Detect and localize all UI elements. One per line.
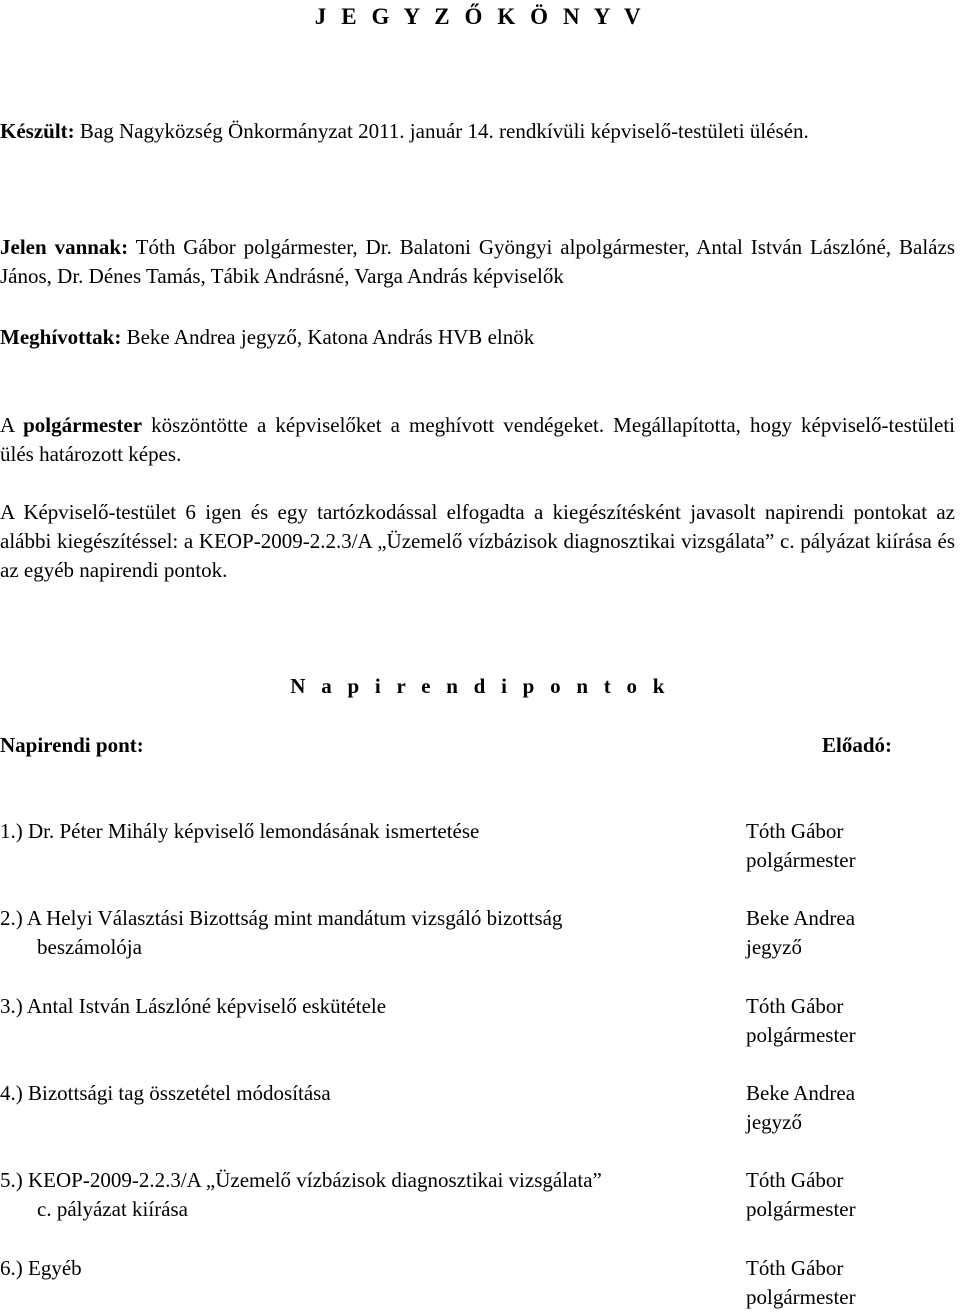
presenter-role: polgármester	[746, 1197, 856, 1221]
presenter-name: Beke Andrea	[746, 906, 856, 930]
agenda-item-text: 6.) Egyéb	[0, 1256, 82, 1280]
presenter-role: polgármester	[746, 1285, 856, 1309]
meghivottak-label: Meghívottak:	[0, 325, 122, 349]
agenda-item	[0, 817, 479, 846]
agenda-item-text: 1.) Dr. Péter Mihály képviselő lemondásának ismertetése	[0, 819, 480, 843]
agenda-header-left: Napirendi pont:	[0, 733, 144, 757]
section-title: N a p i r e n d i p o n t o k	[290, 674, 670, 698]
opening-bold: polgármester	[23, 413, 143, 437]
agenda-presenter	[746, 1254, 856, 1312]
meghivottak-paragraph	[0, 323, 534, 352]
presenter-name: Tóth Gábor	[746, 1168, 844, 1192]
agenda-item-text: 3.) Antal István Lászlóné képviselő eskütétele	[0, 994, 387, 1018]
presenter-role: jegyző	[746, 1110, 802, 1134]
presenter-role: polgármester	[746, 848, 856, 872]
agenda-item-text: 2.) A Helyi Választási Bizottság mint mandátum vizsgáló bizottság	[0, 906, 563, 930]
jelen-text: Tóth Gábor polgármester, Dr. Balatoni Gyöngyi alpolgármester, Antal István Lászlóné, Balázs János, Dr. Dénes Tamás, Tábik Andrásné, Varga András képviselők	[0, 235, 955, 288]
document-title: J E G Y Z Ő K Ö N Y V	[314, 4, 646, 29]
agenda-presenter	[746, 1166, 856, 1224]
agenda-presenter	[746, 992, 856, 1050]
agenda-item	[0, 992, 386, 1021]
agenda-item-text: 5.) KEOP-2009-2.2.3/A „Üzemelő vízbázisok diagnosztikai vizsgálata”	[0, 1168, 602, 1192]
agenda-header-right: Előadó:	[822, 733, 893, 757]
agenda-presenter	[746, 1079, 855, 1137]
agenda-item-text: 4.) Bizottsági tag összetétel módosítása	[0, 1081, 331, 1105]
presenter-name: Tóth Gábor	[746, 1256, 844, 1280]
agenda-item-continuation: beszámolója	[37, 935, 142, 959]
presenter-role: polgármester	[746, 1023, 856, 1047]
agenda-item	[0, 904, 562, 962]
jelen-label: Jelen vannak:	[0, 235, 129, 259]
agenda-item-continuation: c. pályázat kiírása	[37, 1197, 188, 1221]
agenda-item	[0, 1166, 602, 1224]
agenda-item	[0, 1254, 82, 1283]
presenter-name: Beke Andrea	[746, 1081, 856, 1105]
jelen-paragraph	[0, 233, 955, 291]
meghivottak-text: Beke Andrea jegyző, Katona András HVB elnök	[126, 325, 535, 349]
opening-text: köszöntötte a képviselőket a meghívott vendégeket. Megállapította, hogy képviselő-testületi ülés határozott képes.	[0, 413, 956, 466]
keszult-text: Bag Nagyközség Önkormányzat 2011. január 14. rendkívüli képviselő-testületi ülésén.	[79, 119, 809, 143]
presenter-name: Tóth Gábor	[746, 819, 844, 843]
agenda-item	[0, 1079, 331, 1108]
keszult-label: Készült:	[0, 119, 75, 143]
agenda-presenter	[746, 904, 855, 962]
keszult-paragraph	[0, 117, 955, 146]
presenter-name: Tóth Gábor	[746, 994, 844, 1018]
agenda-presenter	[746, 817, 856, 875]
agenda-acceptance-paragraph: A Képviselő-testület 6 igen és egy tartózkodással elfogadta a kiegészítésként javasolt napirendi pontokat az alábbi kiegészítéssel: a KEOP-2009-2.2.3/A „Üzemelő vízbázisok diagnosztikai vizsgálata” c. pályázat kiírása és az egyéb napirendi pontok.	[0, 500, 955, 582]
presenter-role: jegyző	[746, 935, 802, 959]
opening-paragraph	[0, 411, 955, 469]
opening-prefix: A	[0, 413, 15, 437]
